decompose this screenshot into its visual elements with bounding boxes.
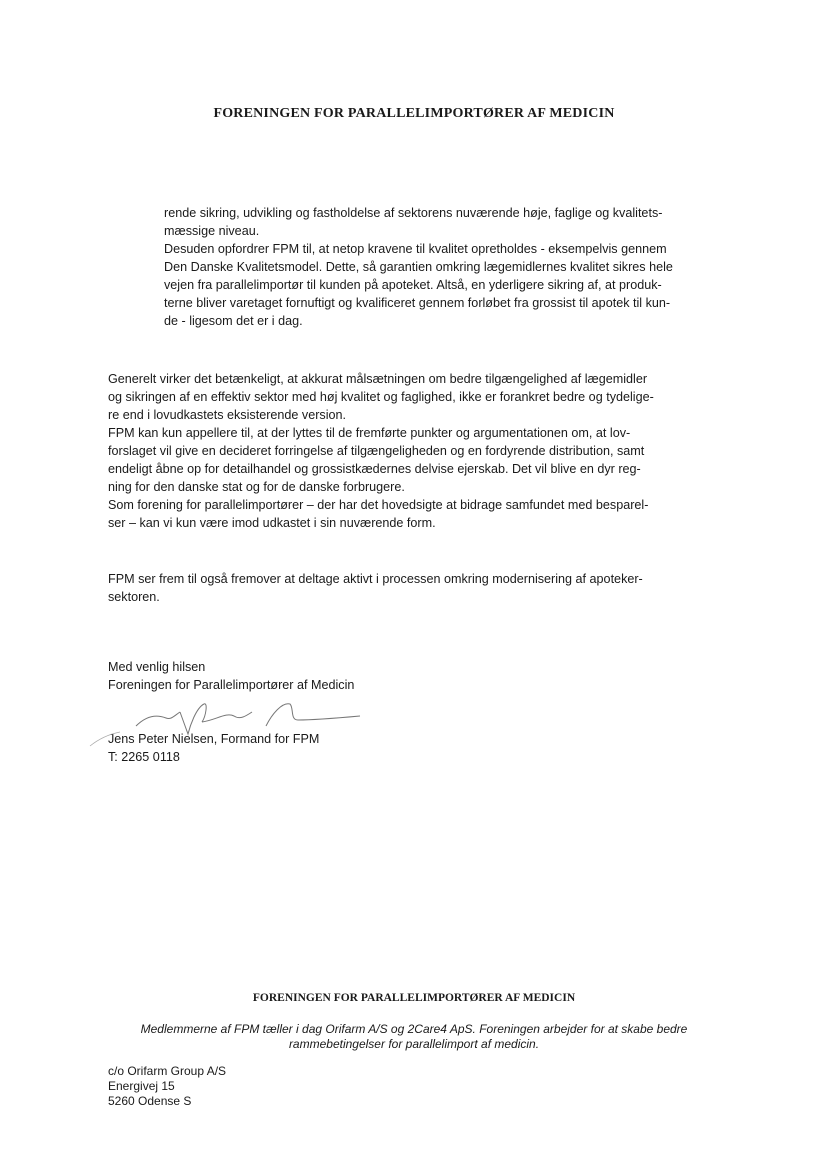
paragraph-line: Som forening for parallelimportører – der har det hovedsigte at bidrage samfundet med besparel- (108, 498, 649, 512)
paragraph-line: rende sikring, udvikling og fastholdelse af sektorens nuværende høje, faglige og kvalitets- (164, 206, 663, 220)
paragraph-line: re end i lovudkastets eksisterende version. (108, 408, 347, 422)
closing-paragraph (108, 570, 724, 606)
signature-stroke (180, 704, 206, 734)
footer-title: FORENINGEN FOR PARALLELIMPORTØRER AF MEDICIN (252, 992, 576, 1004)
paragraph-line: FPM ser frem til også fremover at deltage aktivt i processen omkring modernisering af apoteker- (108, 572, 643, 586)
address-line: Energivej 15 (108, 1079, 175, 1093)
signoff-organization: Foreningen for Parallelimportører af Medicin (108, 678, 355, 692)
signature-stroke (90, 732, 120, 746)
signer-name: Jens Peter Nielsen, Formand for FPM (108, 732, 320, 746)
paragraph-line: FPM kan kun appellere til, at der lyttes til de fremførte punkter og argumentationen om, at lov- (108, 426, 631, 440)
paragraph-line: Desuden opfordrer FPM til, at netop kravene til kvalitet opretholdes - eksempelvis gennem (164, 242, 667, 256)
handwritten-signature (76, 686, 376, 766)
paragraph-line: mæssige niveau. (164, 224, 260, 238)
paragraph-line: Generelt virker det betænkeligt, at akkurat målsætningen om bedre tilgængelighed af lægemidler (108, 372, 648, 386)
footer-note-line: rammebetingelser for parallelimport af medicin. (288, 1037, 540, 1051)
footer-note (100, 1022, 728, 1052)
address-line: 5260 Odense S (108, 1094, 192, 1108)
paragraph-line: ning for den danske stat og for de danske forbrugere. (108, 480, 405, 494)
paragraph-line: forslaget vil give en decideret forringelse af tilgængeligheden og en fordyrende distribution, samt (108, 444, 645, 458)
signer-phone: T: 2265 0118 (108, 750, 180, 764)
paragraph-line: og sikringen af en effektiv sektor med høj kvalitet og faglighed, ikke er forankret bedre og tydelige- (108, 390, 654, 404)
address-line: c/o Orifarm Group A/S (108, 1064, 227, 1078)
signature-stroke (266, 704, 360, 726)
greeting: Med venlig hilsen (108, 660, 206, 674)
paragraph-line: vejen fra parallelimportør til kunden på apoteket. Altså, en yderligere sikring af, at produk- (164, 278, 662, 292)
paragraph-line: ser – kan vi kun være imod udkastet i sin nuværende form. (108, 516, 436, 530)
paragraph-line: de - ligesom det er i dag. (164, 314, 303, 328)
signature-stroke (136, 712, 180, 726)
letterhead-title: FORENINGEN FOR PARALLELIMPORTØRER AF MEDICIN (213, 106, 615, 121)
signature-stroke (202, 712, 252, 722)
paragraph-line: terne bliver varetaget fornuftigt og kvalificeret gennem forløbet fra grossist til apotek til kun- (164, 296, 671, 310)
paragraph-line: sektoren. (108, 590, 160, 604)
footer-note-line: Medlemmerne af FPM tæller i dag Orifarm A/S og 2Care4 ApS. Foreningen arbejder for at skabe bedre (140, 1022, 688, 1036)
paragraph-line: endeligt åbne op for detailhandel og grossistkædernes delvise ejerskab. Det vil blive en dyr reg- (108, 462, 641, 476)
main-paragraph (108, 370, 724, 532)
address-block (108, 1064, 226, 1109)
indented-paragraph (164, 204, 724, 330)
paragraph-line: Den Danske Kvalitetsmodel. Dette, så garantien omkring lægemidlernes kvalitet sikres hele (164, 260, 673, 274)
